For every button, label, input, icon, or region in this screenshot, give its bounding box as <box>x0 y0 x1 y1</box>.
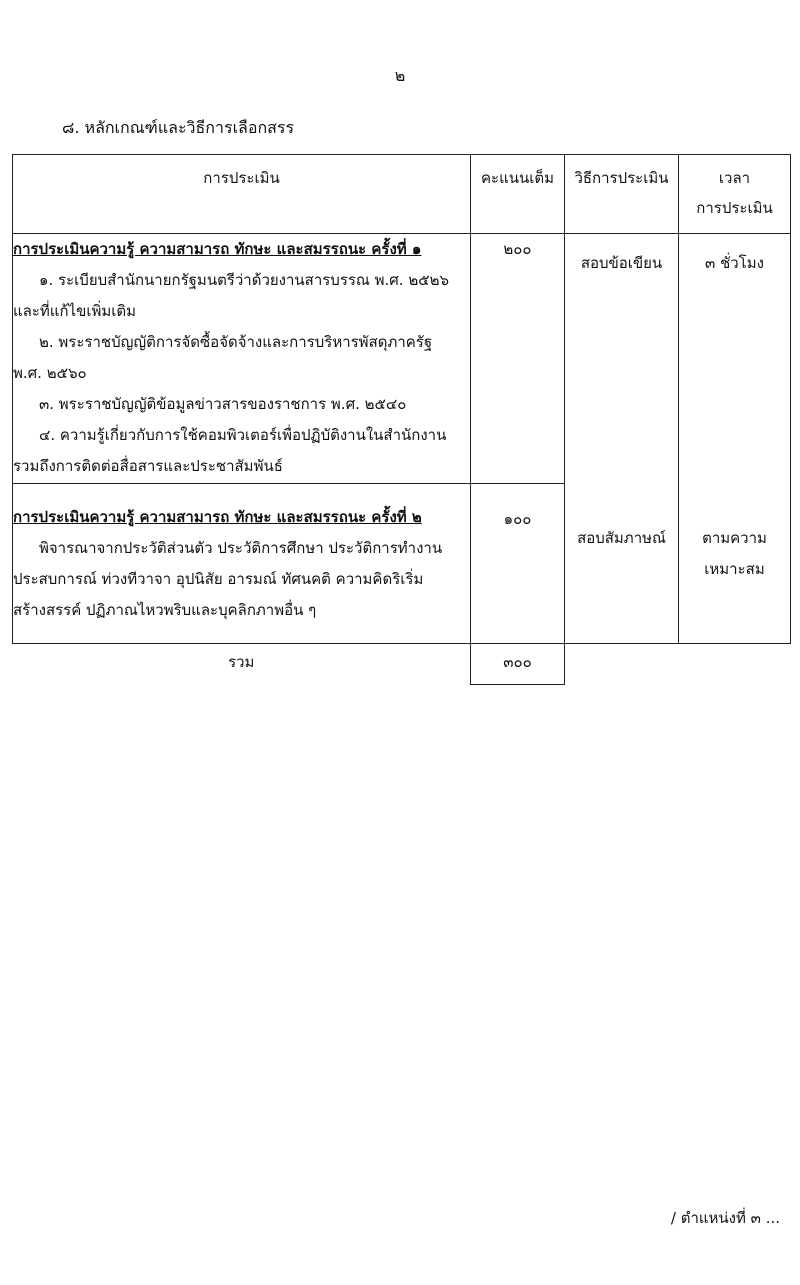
header-assessment: การประเมิน <box>13 155 471 234</box>
item-first-line: ๑. ระเบียบสำนักนายกรัฐมนตรีว่าด้วยงานสารบรรณ พ.ศ. ๒๕๒๖ <box>39 271 449 289</box>
item-first-line: ๒. พระราชบัญญัติการจัดซื้อจัดจ้างและการบริหารพัสดุภาครัฐ <box>39 333 433 351</box>
header-full-score: คะแนนเต็ม <box>471 155 565 234</box>
method-written: สอบข้อเขียน <box>580 254 663 272</box>
total-label: รวม <box>228 653 255 671</box>
time-interview <box>679 523 790 585</box>
page-number: ๒ <box>394 66 406 85</box>
item-first-line: ๓. พระราชบัญญัติข้อมูลข่าวสารของราชการ พ.ศ. ๒๕๔๐ <box>39 395 407 413</box>
assessment-title-1: การประเมินความรู้ ความสามารถ ทักษะ และสมรรถนะ ครั้งที่ ๑ <box>13 240 422 258</box>
time-interview-line2: เหมาะสม <box>704 560 765 578</box>
assessment-paragraph-line2: ประสบการณ์ ท่วงทีวาจา อุปนิสัย อารมณ์ ทัศนคติ ความคิดริเริ่ม <box>13 570 424 588</box>
item-continuation: รวมถึงการติดต่อสื่อสารและประชาสัมพันธ์ <box>13 457 283 475</box>
assessment-item <box>13 420 470 451</box>
table-row <box>13 234 791 484</box>
assessment-item <box>13 389 470 420</box>
assessment-paragraph-line3: สร้างสรรค์ ปฏิภาณไหวพริบและบุคลิกภาพอื่น ๆ <box>13 601 317 619</box>
paragraph-first-line: พิจารณาจากประวัติส่วนตัว ประวัติการศึกษา ประวัติการทำงาน <box>39 539 443 557</box>
assessment-item <box>13 265 470 296</box>
time-written: ๓ ชั่วโมง <box>705 254 764 272</box>
empty-cell <box>565 644 679 685</box>
method-cell <box>565 234 679 644</box>
assessment-cell-1 <box>13 234 471 484</box>
header-time-line1: เวลา <box>718 169 751 187</box>
section-heading: ๘. หลักเกณฑ์และวิธีการเลือกสรร <box>62 118 295 137</box>
table-header-row <box>13 155 791 234</box>
item-first-line: ๔. ความรู้เกี่ยวกับการใช้คอมพิวเตอร์เพื่อปฏิบัติงานในสำนักงาน <box>39 426 447 444</box>
empty-cell <box>679 644 791 685</box>
assessment-cell-2 <box>13 484 471 644</box>
selection-criteria-table <box>12 154 791 685</box>
method-interview: สอบสัมภาษณ์ <box>577 529 666 547</box>
score-cell-1: ๒๐๐ <box>471 234 565 484</box>
score-cell-2: ๑๐๐ <box>471 484 565 644</box>
total-row <box>13 644 791 685</box>
item-continuation: และที่แก้ไขเพิ่มเติม <box>13 302 137 320</box>
total-value: ๓๐๐ <box>471 644 565 685</box>
header-time <box>679 155 791 234</box>
continuation-note: / ตำแหน่งที่ ๓ ... <box>670 1209 780 1227</box>
assessment-paragraph-line1 <box>13 533 470 564</box>
time-interview-line1: ตามความ <box>702 529 767 547</box>
header-method: วิธีการประเมิน <box>565 155 679 234</box>
assessment-title-2: การประเมินความรู้ ความสามารถ ทักษะ และสมรรถนะ ครั้งที่ ๒ <box>13 508 422 526</box>
time-cell <box>679 234 791 644</box>
item-continuation: พ.ศ. ๒๕๖๐ <box>13 364 87 382</box>
assessment-item <box>13 327 470 358</box>
header-time-line2: การประเมิน <box>696 199 773 217</box>
